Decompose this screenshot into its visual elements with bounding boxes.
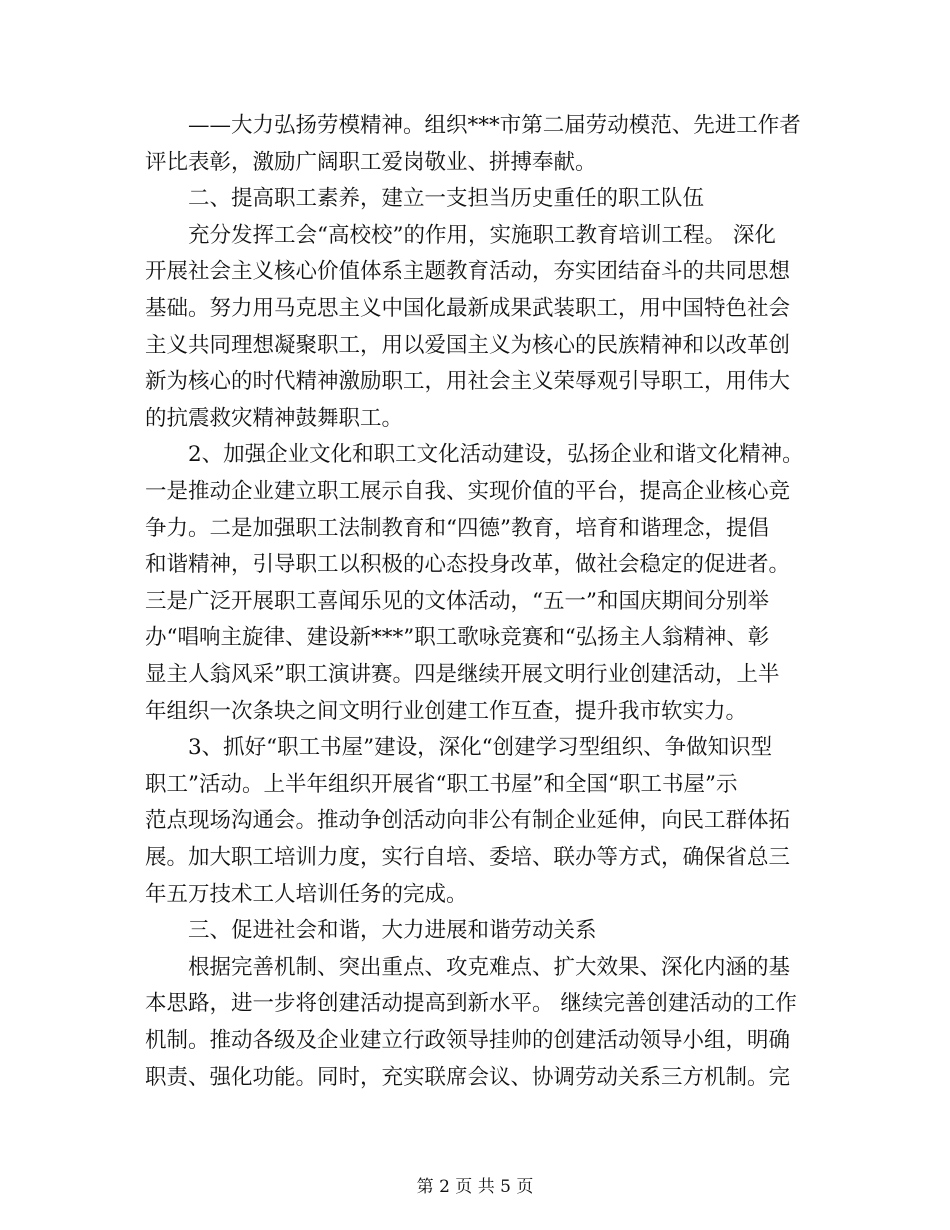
- paragraph-line: 三、促进社会和谐，大力进展和谐劳动关系: [188, 918, 597, 944]
- paragraph-line: 的抗震救灾精神鼓舞职工。: [145, 405, 404, 431]
- paragraph-line: 本思路，进一步将创建活动提高到新水平。 继续完善创建活动的工作: [145, 991, 797, 1017]
- paragraph-line: 二、提高职工素养，建立一支担当历史重任的职工队伍: [188, 186, 705, 212]
- paragraph-line: 三是广泛开展职工喜闻乐见的文体活动，“五一”和国庆期间分别举: [145, 588, 769, 614]
- paragraph-line: 新为核心的时代精神激励职工，用社会主义荣辱观引导职工，用伟大: [145, 369, 791, 395]
- paragraph-line: 办“唱响主旋律、建设新***”职工歌咏竞赛和“弘扬主人翁精神、彰: [145, 625, 770, 651]
- paragraph-line: 评比表彰，激励广阔职工爱岗敬业、拼搏奉献。: [145, 149, 597, 175]
- page-number-footer: 第 2 页 共 5 页: [416, 1177, 534, 1197]
- paragraph-line: ——大力弘扬劳模精神。组织***市第二届劳动模范、先进工作者: [188, 113, 801, 138]
- paragraph-line: 2、加强企业文化和职工文化活动建设，弘扬企业和谐文化精神。: [188, 442, 804, 468]
- paragraph-line: 主义共同理想凝聚职工，用以爱国主义为核心的民族精神和以改革创: [145, 332, 791, 358]
- paragraph-line: 范点现场沟通会。推动争创活动向非公有制企业延伸，向民工群体拓: [145, 808, 791, 834]
- paragraph-line: 充分发挥工会“高校校”的作用，实施职工教育培训工程。 深化: [188, 222, 776, 248]
- paragraph-line: 职责、强化功能。同时，充实联席会议、协调劳动关系三方机制。完: [145, 1064, 791, 1090]
- paragraph-line: 基础。努力用马克思主义中国化最新成果武装职工，用中国特色社会: [145, 296, 791, 321]
- paragraph-line: 一是推动企业建立职工展示自我、实现价值的平台，提高企业核心竞: [145, 479, 791, 504]
- paragraph-line: 和谐精神，引导职工以积极的心态投身改革，做社会稳定的促进者。: [145, 552, 791, 578]
- paragraph-line: 根据完善机制、突出重点、攻克难点、扩大效果、深化内涵的基: [188, 954, 791, 980]
- paragraph-line: 职工”活动。上半年组织开展省“职工书屋”和全国“职工书屋”示: [145, 771, 738, 797]
- paragraph-line: 年组织一次条块之间文明行业创建工作互查，提升我市软实力。: [145, 698, 748, 724]
- paragraph-line: 3、抓好“职工书屋”建设，深化“创建学习型组织、争做知识型: [188, 735, 773, 761]
- paragraph-line: 年五万技术工人培训任务的完成。: [145, 881, 468, 907]
- paragraph-line: 机制。推动各级及企业建立行政领导挂帅的创建活动领导小组，明确: [145, 1028, 791, 1053]
- paragraph-line: 显主人翁风采”职工演讲赛。四是继续开展文明行业创建活动，上半: [145, 662, 780, 687]
- paragraph-line: 展。加大职工培训力度，实行自培、委培、联办等方式，确保省总三: [145, 845, 791, 870]
- paragraph-line: 争力。二是加强职工法制教育和“四德”教育，培育和谐理念，提倡: [145, 515, 769, 541]
- paragraph-line: 开展社会主义核心价值体系主题教育活动，夯实团结奋斗的共同思想: [145, 259, 791, 285]
